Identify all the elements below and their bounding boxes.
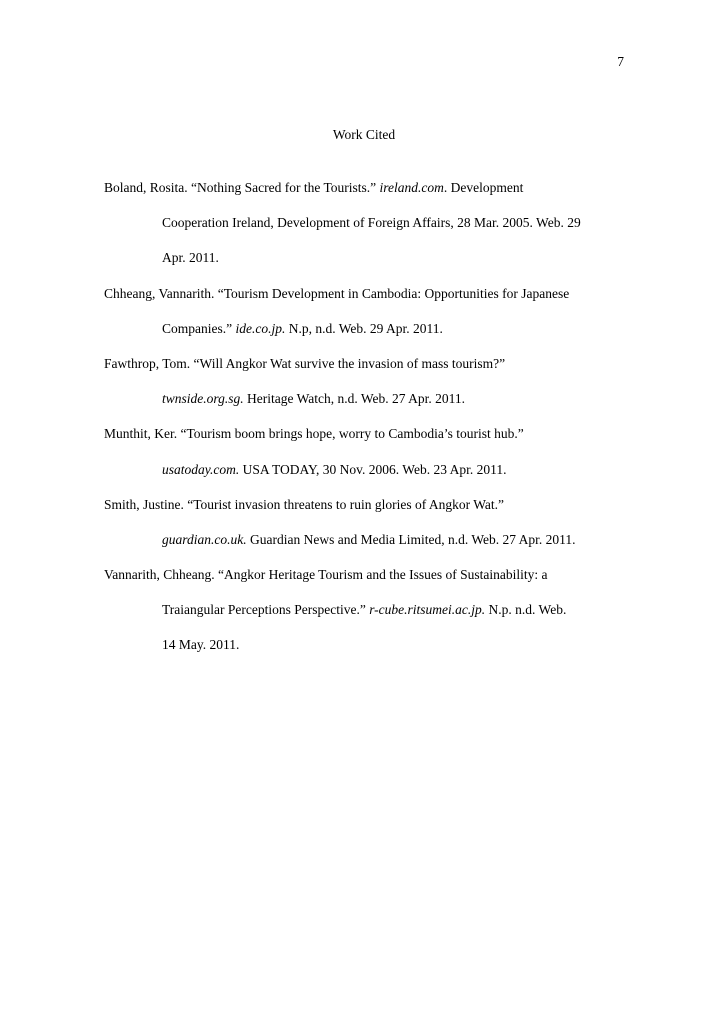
page-number: 7 <box>617 54 624 69</box>
citation-text: Boland, Rosita. “Nothing Sacred for the Tourists.” <box>104 180 380 195</box>
citation-source: ide.co.jp. <box>235 320 286 336</box>
citation-line <box>104 462 634 497</box>
citation-text: Cooperation Ireland, Development of Foreign Affairs, 28 Mar. 2005. Web. 29 <box>162 215 581 231</box>
page-title: Work Cited <box>332 127 396 142</box>
citation-line <box>104 391 634 426</box>
citation-entry <box>104 180 634 286</box>
citation-line <box>104 250 634 285</box>
citation-text: Traiangular Perceptions Perspective.” <box>162 602 370 618</box>
citation-entry <box>104 286 634 356</box>
citation-text: Fawthrop, Tom. “Will Angkor Wat survive the invasion of mass tourism?” <box>104 355 506 371</box>
citation-text: . Development <box>443 180 524 195</box>
citation-line <box>104 602 634 637</box>
citation-text: Apr. 2011. <box>162 250 219 266</box>
citation-source: ireland.com <box>379 180 444 195</box>
citation-text: Vannarith, Chheang. “Angkor Heritage Tourism and the Issues of Sustainability: a <box>104 567 548 583</box>
citation-text: Heritage Watch, n.d. Web. 27 Apr. 2011. <box>243 391 466 407</box>
citation-line <box>104 567 634 602</box>
citation-text: Chheang, Vannarith. “Tourism Development in Cambodia: Opportunities for Japanese <box>104 285 570 301</box>
citation-line <box>104 286 634 321</box>
citation-source: usatoday.com. <box>162 461 240 477</box>
citation-text: 14 May. 2011. <box>162 637 240 653</box>
citation-entry <box>104 426 634 496</box>
citation-line <box>104 215 634 250</box>
citation-entry <box>104 497 634 567</box>
citation-text: USA TODAY, 30 Nov. 2006. Web. 23 Apr. 2011. <box>239 461 507 477</box>
citation-line <box>104 637 634 672</box>
citation-line <box>104 321 634 356</box>
citation-source: guardian.co.uk. <box>162 531 247 547</box>
citation-line <box>104 497 634 532</box>
citation-entry <box>104 356 634 426</box>
works-cited-list <box>104 180 634 673</box>
citation-text: Companies.” <box>162 320 236 336</box>
citation-source: twnside.org.sg. <box>162 391 244 407</box>
citation-source: r-cube.ritsumei.ac.jp. <box>369 602 486 618</box>
citation-text: Guardian News and Media Limited, n.d. Web. 27 Apr. 2011. <box>246 531 576 547</box>
citation-text: N.p, n.d. Web. 29 Apr. 2011. <box>285 320 443 336</box>
citation-entry <box>104 567 634 673</box>
citation-line <box>104 180 634 215</box>
citation-line <box>104 356 634 391</box>
citation-line <box>104 532 634 567</box>
citation-text: Smith, Justine. “Tourist invasion threatens to ruin glories of Angkor Wat.” <box>104 496 505 512</box>
citation-text: N.p. n.d. Web. <box>485 602 567 618</box>
citation-line <box>104 426 634 461</box>
citation-text: Munthit, Ker. “Tourism boom brings hope, worry to Cambodia’s tourist hub.” <box>104 426 524 442</box>
